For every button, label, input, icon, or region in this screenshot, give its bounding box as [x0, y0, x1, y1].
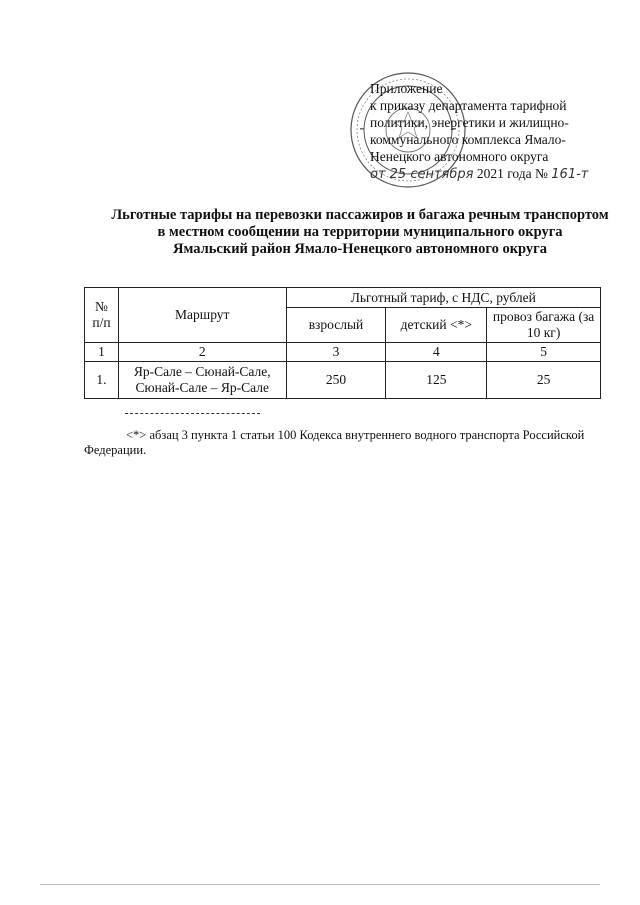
- tariff-table: [84, 287, 601, 399]
- index-cell: 1: [85, 343, 119, 362]
- row-baggage: 25: [487, 362, 601, 399]
- appendix-line-5: Ненецкого автономного округа: [370, 149, 549, 164]
- header-group: Льготный тариф, с НДС, рублей: [286, 288, 600, 308]
- header-route: Маршрут: [118, 288, 286, 343]
- row-adult: 250: [286, 362, 386, 399]
- table-row: [85, 362, 601, 399]
- row-child: 125: [386, 362, 487, 399]
- route-line-1: Яр-Сале – Сюнай-Сале,: [133, 364, 271, 379]
- header-adult: взрослый: [286, 308, 386, 343]
- index-cell: 4: [386, 343, 487, 362]
- title-line-3: Ямальский район Ямало-Ненецкого автономного округа: [172, 241, 548, 257]
- document-title: [60, 207, 640, 258]
- table-index-row: [85, 343, 601, 362]
- row-route: [118, 362, 286, 399]
- header-num: № п/п: [85, 288, 119, 343]
- title-line-1: Льготные тарифы на перевозки пассажиров и багажа речным транспортом: [111, 207, 609, 223]
- index-cell: 2: [118, 343, 286, 362]
- header-baggage: провоз багажа (за 10 кг): [487, 308, 601, 343]
- appendix-title: Приложение: [370, 81, 443, 96]
- appendix-year: 2021 года №: [476, 166, 548, 181]
- appendix-line-3: политики, энергетики и жилищно-: [370, 115, 569, 130]
- route-line-2: Сюнай-Сале – Яр-Сале: [135, 380, 269, 395]
- index-cell: 3: [286, 343, 386, 362]
- footnote-separator: [125, 413, 260, 414]
- appendix-date-line: [370, 165, 620, 183]
- handwritten-date: от 25 сентября: [370, 167, 474, 182]
- table-header-row: [85, 288, 601, 308]
- footnote-text: <*> абзац 3 пункта 1 статьи 100 Кодекса внутреннего водного транспорта Российской Федерации.: [84, 428, 585, 457]
- appendix-line-4: коммунального комплекса Ямало-: [370, 132, 566, 147]
- title-line-2: в местном сообщении на территории муниципального округа: [157, 224, 563, 240]
- page-bottom-rule: [40, 884, 600, 885]
- header-child: детский <*>: [386, 308, 487, 343]
- index-cell: 5: [487, 343, 601, 362]
- row-num: 1.: [85, 362, 119, 399]
- appendix-line-2: к приказу департамента тарифной: [370, 98, 567, 113]
- handwritten-number: 161-т: [551, 167, 589, 182]
- appendix-block: [370, 80, 620, 183]
